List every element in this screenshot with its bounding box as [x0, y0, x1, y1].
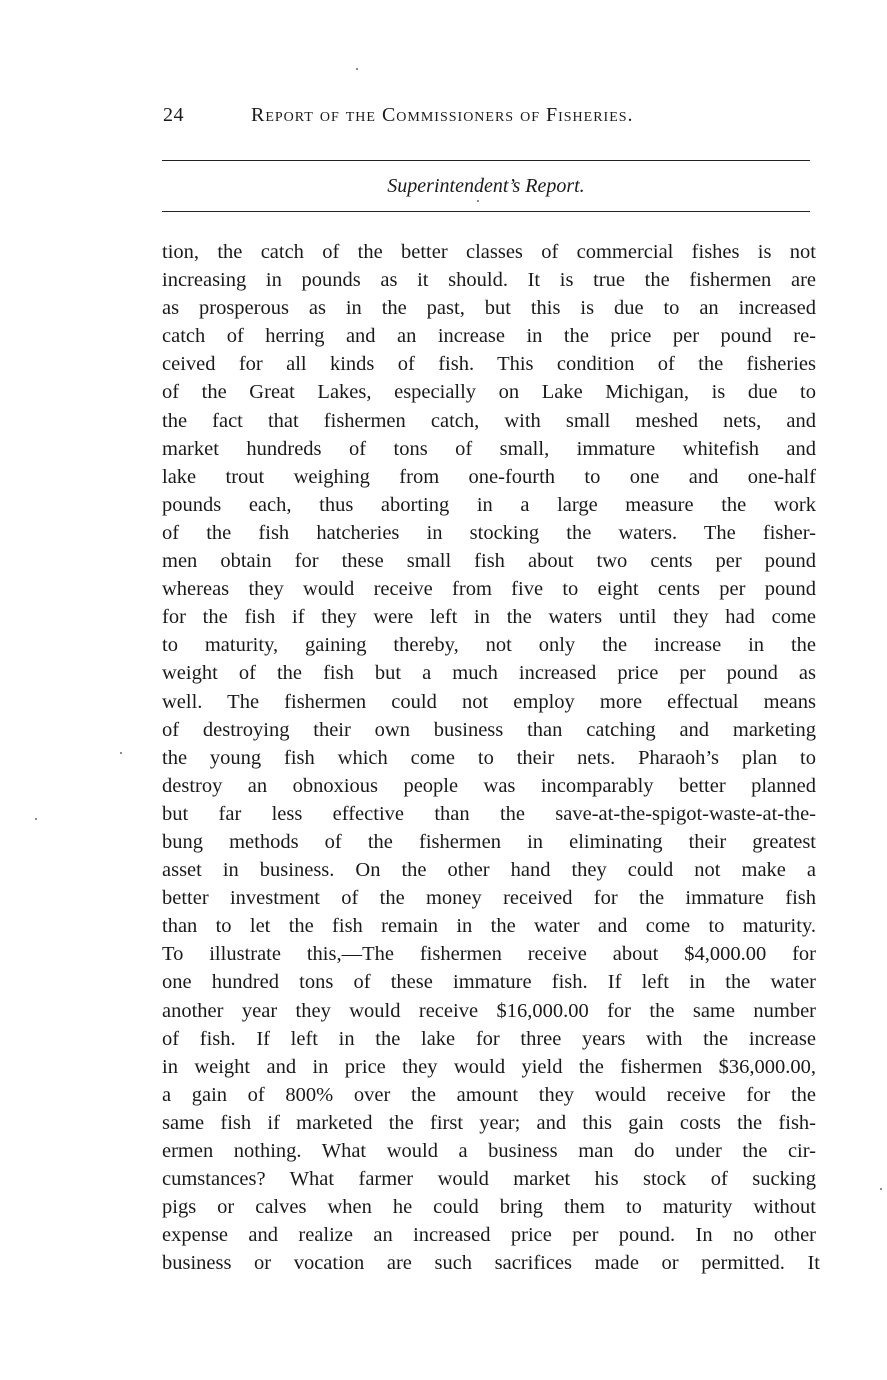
- text-line: a gain of 800% over the amount they would receive for the: [162, 1083, 816, 1106]
- text-line: one hundred tons of these immature fish. If left in the water: [162, 971, 816, 994]
- text-line: for the fish if they were left in the waters until they had come: [162, 606, 816, 629]
- section-heading: Superintendent’s Report.: [387, 175, 585, 197]
- text-line: expense and realize an increased price per pound. In no other: [162, 1224, 816, 1247]
- text-line: of the fish hatcheries in stocking the waters. The fisher-: [162, 521, 816, 544]
- text-line: asset in business. On the other hand they could not make a: [162, 859, 816, 882]
- page-number: 24: [163, 104, 184, 126]
- running-title: Report of the Commissioners of Fisheries.: [251, 104, 634, 126]
- text-line: tion, the catch of the better classes of commercial fishes is not: [162, 241, 816, 263]
- paper-speck: [35, 818, 37, 820]
- text-line: of the Great Lakes, especially on Lake Michigan, is due to: [162, 381, 816, 404]
- text-line: men obtain for these small fish about two cents per pound: [162, 550, 816, 573]
- text-line: the fact that fishermen catch, with small meshed nets, and: [162, 409, 816, 432]
- paper-speck: [120, 752, 122, 754]
- text-line: the young fish which come to their nets. Pharaoh’s plan to: [162, 746, 816, 769]
- text-line: well. The fishermen could not employ more effectual means: [162, 690, 816, 713]
- text-line: same fish if marketed the first year; and this gain costs the fish-: [162, 1111, 816, 1134]
- text-line: than to let the fish remain in the water and come to maturity.: [162, 915, 816, 938]
- paper-speck: [880, 1188, 882, 1190]
- header-rule-top: [162, 160, 810, 161]
- text-line: whereas they would receive from five to eight cents per pound: [162, 578, 816, 601]
- text-line: pigs or calves when he could bring them to maturity without: [162, 1196, 816, 1219]
- paper-speck: [477, 200, 479, 202]
- text-line: To illustrate this,—The fishermen receive about $4,000.00 for: [162, 943, 816, 966]
- text-line: business or vocation are such sacrifices made or permitted. It: [162, 1252, 820, 1275]
- text-line: better investment of the money received for the immature fish: [162, 887, 816, 910]
- text-line: destroy an obnoxious people was incomparably better planned: [162, 774, 816, 797]
- header-rule-bottom: [162, 211, 810, 212]
- text-line: in weight and in price they would yield the fishermen $36,000.00,: [162, 1055, 816, 1078]
- paper-speck: [356, 68, 358, 70]
- text-line: of fish. If left in the lake for three years with the increase: [162, 1027, 816, 1050]
- text-line: ermen nothing. What would a business man do under the cir-: [162, 1140, 816, 1162]
- text-line: catch of herring and an increase in the price per pound re-: [162, 325, 816, 348]
- body-paragraph: [162, 238, 820, 1277]
- running-head: [163, 100, 823, 130]
- text-line: bung methods of the fishermen in eliminating their greatest: [162, 830, 816, 853]
- text-line: weight of the fish but a much increased price per pound as: [162, 662, 816, 685]
- text-line: pounds each, thus aborting in a large measure the work: [162, 493, 816, 516]
- text-line: as prosperous as in the past, but this is due to an increased: [162, 297, 816, 320]
- text-line: another year they would receive $16,000.00 for the same number: [162, 999, 816, 1022]
- text-line: lake trout weighing from one-fourth to one and one-half: [162, 465, 816, 488]
- text-line: market hundreds of tons of small, immature whitefish and: [162, 437, 816, 460]
- text-line: but far less effective than the save-at-the-spigot-waste-at-the-: [162, 802, 816, 825]
- text-line: cumstances? What farmer would market his stock of sucking: [162, 1168, 816, 1191]
- text-line: ceived for all kinds of fish. This condition of the fisheries: [162, 353, 816, 376]
- text-line: to maturity, gaining thereby, not only the increase in the: [162, 634, 816, 657]
- text-line: of destroying their own business than catching and marketing: [162, 718, 816, 741]
- text-line: increasing in pounds as it should. It is true the fishermen are: [162, 269, 816, 292]
